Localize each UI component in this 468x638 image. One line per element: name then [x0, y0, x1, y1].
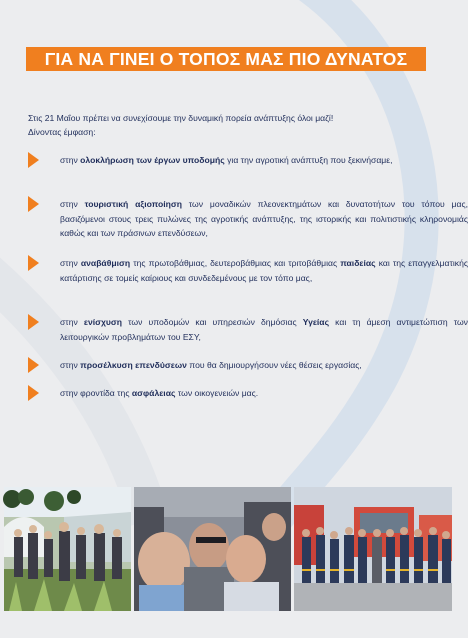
orange-arrow-icon	[28, 152, 39, 168]
intro-text	[28, 111, 428, 139]
bullet-text: στην φροντίδα της ασφάλειας των οικογενειών μας.	[60, 388, 259, 398]
bullet-text: στην ενίσχυση των υποδομών και υπηρεσιών δημόσιας Υγείας και τη άμεση αντιμετώπιση των λειτουργικών προβλημάτων του ΕΣΥ,	[60, 317, 468, 342]
bullet-text: στην προσέλκυση επενδύσεων που θα δημιουργήσουν νέες θέσεις εργασίας,	[60, 360, 362, 370]
greenhouse-visit-photo	[4, 487, 131, 611]
orange-arrow-icon	[28, 314, 39, 330]
intro-line-2: Δίνοντας έμφαση:	[28, 127, 96, 137]
bullet-text: στην ολοκλήρωση των έργων υποδομής για την αγροτική ανάπτυξη που ξεκινήσαμε,	[60, 155, 393, 165]
bullet-text: στην αναβάθμιση της πρωτοβάθμιας, δευτεροβάθμιας και τριτοβάθμιας παιδείας και της επαγγελματικής κατάρτισης σε τομείς καίριους και συνδεδεμένους με τον τόπο μας,	[60, 258, 468, 283]
photo-strip	[0, 487, 452, 611]
bullet-text: στην τουριστική αξιοποίηση των μοναδικών πλεονεκτημάτων και δυνατοτήτων του τόπου μας, βασιζόμενοι στους τρεις πυλώνες της αγροτικής ανάπτυξης, της ιστορικής και πολιτιστικής κληρονομιάς καθώς και των πράσινων επενδύσεων,	[60, 199, 468, 239]
intro-line-1: Στις 21 Μαΐου πρέπει να συνεχίσουμε την δυναμική πορεία ανάπτυξης όλοι μαζί!	[28, 113, 334, 123]
orange-arrow-icon	[28, 196, 39, 212]
crowd-handshake-photo	[134, 487, 291, 611]
page-title-banner: ΓΙΑ ΝΑ ΓΙΝΕΙ Ο ΤΟΠΟΣ ΜΑΣ ΠΙΟ ΔΥΝΑΤΟΣ	[26, 47, 426, 71]
orange-arrow-icon	[28, 385, 39, 401]
orange-arrow-icon	[28, 255, 39, 271]
fire-service-group-photo	[294, 487, 452, 611]
orange-arrow-icon	[28, 357, 39, 373]
